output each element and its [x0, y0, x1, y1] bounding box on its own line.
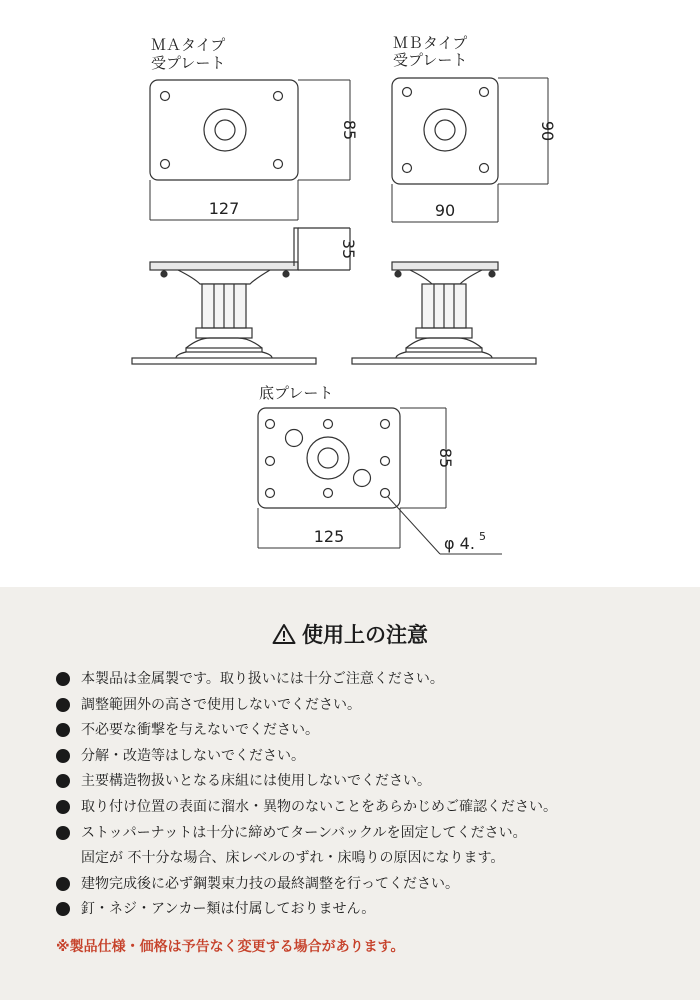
usage-notice-section [0, 587, 700, 1000]
list-item [56, 693, 686, 719]
ma-dimension-lines [150, 80, 350, 220]
bullet-icon [56, 877, 70, 891]
list-item [56, 795, 686, 821]
bullet-icon [56, 672, 70, 686]
hole-diameter-sup: 5 [479, 530, 486, 543]
ma-plate-top-view [150, 80, 298, 180]
notice-item-text: 本製品は金属製です。取り扱いには十分ご注意ください。 [81, 671, 444, 687]
base-height-dimension: 85 [436, 447, 455, 469]
notice-item-text: 釘・ネジ・アンカー類は付属しておりません。 [81, 901, 376, 918]
ma-post-dimension: 35 [339, 238, 358, 260]
list-item [56, 667, 686, 693]
ma-type-title: ＭＡタイプ [151, 36, 226, 54]
mb-receive-plate-label: 受プレート [393, 51, 468, 69]
mb-height-dimension: 90 [538, 120, 557, 142]
list-item [56, 872, 686, 898]
bullet-icon [56, 723, 70, 737]
list-item [56, 744, 686, 770]
ma-height-dimension: 85 [340, 119, 359, 141]
notice-item-text: 主要構造物扱いとなる床組には使用しないでください。 [81, 773, 431, 790]
list-item [56, 769, 686, 795]
mb-dimension-lines [392, 78, 548, 222]
notice-item-text: ストッパーナットは十分に締めてターンバックルを固定してください。 [81, 824, 527, 841]
notice-heading [0, 619, 700, 650]
list-item [56, 897, 686, 923]
bullet-icon [56, 774, 70, 788]
list-item [56, 821, 686, 872]
bullet-icon [56, 902, 70, 916]
base-plate-label: 底プレート [259, 384, 334, 402]
bullet-icon [56, 800, 70, 814]
notice-item-text: 調整範囲外の高さで使用しないでください。 [81, 696, 361, 713]
mb-width-dimension: 90 [434, 201, 456, 220]
bullet-icon [56, 698, 70, 712]
base-width-dimension: 125 [313, 527, 345, 546]
spec-change-footnote: ※製品仕様・価格は予告なく変更する場合があります。 [56, 939, 405, 955]
notice-item-text: 分解・改造等はしないでください。 [81, 747, 305, 764]
ma-width-dimension: 127 [208, 199, 240, 218]
mb-type-title: ＭＢタイプ [393, 34, 468, 52]
bullet-icon [56, 826, 70, 840]
list-item [56, 718, 686, 744]
warning-triangle-icon [272, 623, 296, 650]
bullet-icon [56, 749, 70, 763]
notice-list [56, 667, 686, 923]
ma-side-view [132, 228, 350, 364]
notice-item-continuation: 固定が 不十分な場合、床レベルのずれ・床鳴りの原因になります。 [81, 850, 505, 867]
notice-item-text: 不必要な衝撃を与えないでください。 [81, 722, 319, 739]
mb-side-view [352, 262, 536, 364]
notice-title-text: 使用上の注意 [302, 623, 428, 647]
notice-item-text: 取り付け位置の表面に溜水・異物のないことをあらかじめご確認ください。 [81, 798, 557, 815]
hole-diameter-label: φ 4. [444, 534, 475, 553]
base-plate-top-view [258, 408, 400, 508]
mb-plate-top-view [392, 78, 498, 184]
notice-item-text: 建物完成後に必ず鋼製束力技の最終調整を行ってください。 [81, 875, 459, 892]
ma-receive-plate-label: 受プレート [151, 54, 226, 72]
